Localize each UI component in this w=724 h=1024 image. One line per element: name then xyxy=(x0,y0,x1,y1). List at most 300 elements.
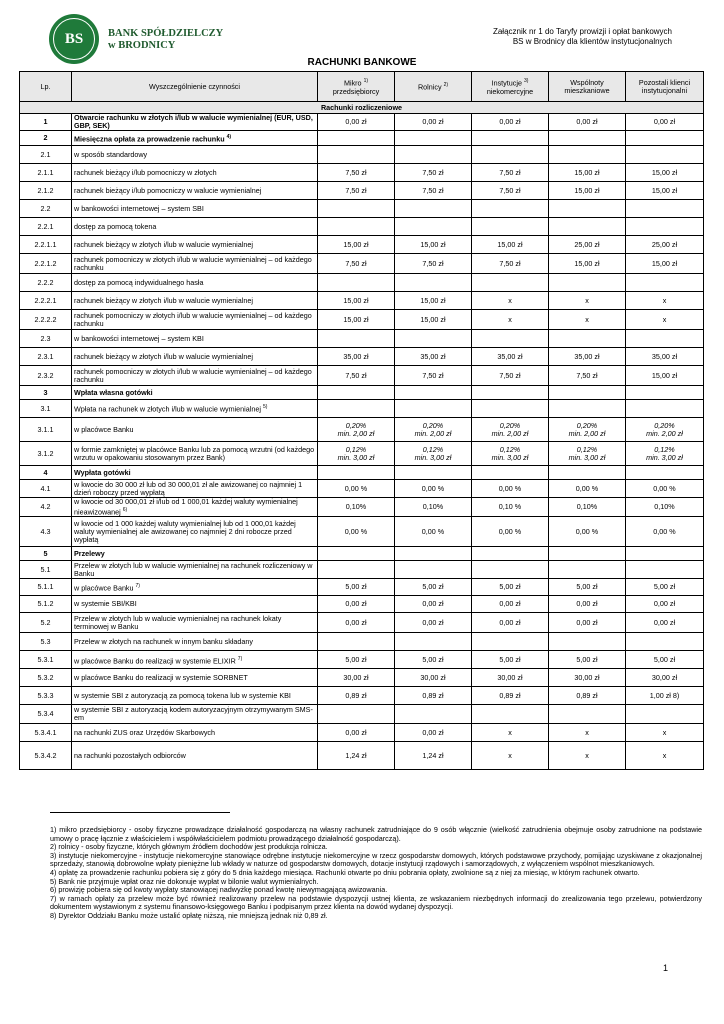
fee-cell xyxy=(626,561,704,579)
row-number: 5.3.2 xyxy=(20,669,72,687)
row-number: 2.1 xyxy=(20,146,72,164)
annex-line1: Załącznik nr 1 do Taryfy prowizji i opłat bankowych xyxy=(492,27,672,36)
table-row xyxy=(20,330,704,348)
fee-cell xyxy=(395,218,472,236)
fee-cell: 15,00 zł xyxy=(395,292,472,310)
fee-cell xyxy=(318,330,395,348)
fee-cell xyxy=(472,330,549,348)
row-description-text: rachunek pomocniczy w złotych i/lub w walucie wymienialnej – od każdego rachunku xyxy=(74,254,312,272)
row-number: 4.1 xyxy=(20,480,72,498)
row-description xyxy=(72,547,318,561)
fee-cell: 15,00 zł xyxy=(318,310,395,330)
row-description xyxy=(72,236,318,254)
row-number: 1 xyxy=(20,114,72,131)
row-description xyxy=(72,613,318,633)
fee-cell xyxy=(395,705,472,724)
fee-cell xyxy=(626,200,704,218)
annex-line2: BS w Brodnicy dla klientów instytucjonalnych xyxy=(512,37,672,46)
table-row xyxy=(20,517,704,547)
col-header-mikro xyxy=(318,72,395,102)
bank-name-line2: w BRODNICY xyxy=(108,40,176,51)
page-number: 1 xyxy=(662,963,668,973)
table-row xyxy=(20,366,704,386)
fee-cell: x xyxy=(626,310,704,330)
row-description xyxy=(72,669,318,687)
fee-cell: 0,12% min. 3,00 zł xyxy=(626,442,704,466)
fee-cell: 5,00 zł xyxy=(472,579,549,596)
row-description xyxy=(72,310,318,330)
row-number: 5.3 xyxy=(20,633,72,651)
row-number: 2.2.1 xyxy=(20,218,72,236)
row-description xyxy=(72,274,318,292)
fee-cell: 5,00 zł xyxy=(318,651,395,669)
fee-cell xyxy=(549,386,626,400)
fee-cell: 7,50 zł xyxy=(318,164,395,182)
fee-cell: x xyxy=(626,724,704,742)
fee-cell: 0,00 zł xyxy=(318,114,395,131)
row-description-text: w bankowości internetowej – system KBI xyxy=(74,333,204,343)
fee-cell: 0,10 % xyxy=(472,498,549,517)
fee-cell xyxy=(626,218,704,236)
fee-cell: 0,12% min. 3,00 zł xyxy=(472,442,549,466)
col-header-wspolnoty: Wspólnoty mieszkaniowe xyxy=(549,72,626,102)
row-description xyxy=(72,164,318,182)
row-description xyxy=(72,386,318,400)
table-row xyxy=(20,182,704,200)
fee-cell: 35,00 zł xyxy=(549,348,626,366)
fee-cell: 0,00 zł xyxy=(549,114,626,131)
fee-cell xyxy=(318,131,395,146)
row-description-text: Przelew w złotych lub w walucie wymienialnej na rachunek lokaty terminowej w Banku xyxy=(74,613,282,631)
fee-cell: 0,89 zł xyxy=(472,687,549,705)
fee-cell: 0,10% xyxy=(549,498,626,517)
fee-cell: 0,00 zł xyxy=(395,613,472,633)
row-description-text: rachunek bieżący w złotych i/lub w walucie wymienialnej xyxy=(74,239,253,249)
row-description xyxy=(72,705,318,724)
row-number: 3 xyxy=(20,386,72,400)
row-description xyxy=(72,254,318,274)
table-row xyxy=(20,547,704,561)
fee-cell xyxy=(472,218,549,236)
fee-cell: 35,00 zł xyxy=(472,348,549,366)
fee-cell: 0,00 zł xyxy=(395,114,472,131)
row-description xyxy=(72,651,318,669)
fee-cell: 0,00 % xyxy=(549,517,626,547)
row-number: 2.1.1 xyxy=(20,164,72,182)
fee-cell: 0,00 % xyxy=(626,517,704,547)
footnote: 8) Dyrektor Oddziału Banku może ustalić opłatę niższą, nie mniejszą jednak niż 0,89 zł. xyxy=(50,910,328,920)
row-description xyxy=(72,633,318,651)
table-row xyxy=(20,400,704,418)
fee-cell: 0,00 % xyxy=(395,517,472,547)
footnote-ref: 7) xyxy=(135,583,140,590)
section-row xyxy=(20,102,704,114)
table-row xyxy=(20,310,704,330)
row-description-text: w formie zamkniętej w placówce Banku lub za pomocą wrzutni (od każdego wrzutu w opakowaniu stosowanym przez Bank) xyxy=(74,444,315,462)
fee-cell: 30,00 zł xyxy=(626,669,704,687)
row-description xyxy=(72,517,318,547)
fee-cell: 0,00 zł xyxy=(626,596,704,613)
row-description xyxy=(72,218,318,236)
fee-cell xyxy=(549,466,626,480)
table-row xyxy=(20,480,704,498)
table-row xyxy=(20,386,704,400)
fee-cell: x xyxy=(472,310,549,330)
fee-cell: 0,10% xyxy=(626,498,704,517)
row-description xyxy=(72,466,318,480)
fee-cell xyxy=(549,561,626,579)
table-row xyxy=(20,418,704,442)
footnote: 3) instytucje niekomercyjne - instytucje niekomercyjne stanowiące odrębne instytucje niekomercyjne w rzecz gospodarstw domowych, których podstawowe przychody, pomijając uzyskiwane z okazjonalnej sprzedaży, stanowią dobrowolne wpłaty pieniężne lub wkłady w naturze od gospodarstw domowych, dotacje instytucji rządowych i samorządowych, z wyłączeniem wspólnot mieszkaniowych. xyxy=(50,850,702,869)
footnote: 1) mikro przedsiębiorcy - osoby fizyczne prowadzące działalność gospodarczą na własny rachunek zatrudniające do 9 osób włącznie (wielkość zatrudnienia obejmuje osoby zatrudnione na podstawie umowy o pracę łącznie z właścicielem i współwłaścicielem podmiotu prowadzącego działalność gospodarczą). xyxy=(50,825,702,843)
fee-cell xyxy=(395,274,472,292)
fee-cell: 0,00 zł xyxy=(549,613,626,633)
fee-cell xyxy=(318,274,395,292)
fee-cell: 30,00 zł xyxy=(395,669,472,687)
table-row xyxy=(20,274,704,292)
table-row xyxy=(20,705,704,724)
fee-cell xyxy=(395,400,472,418)
table-row xyxy=(20,114,704,131)
fee-cell: 0,20% min. 2,00 zł xyxy=(395,418,472,442)
col-header-desc: Wyszczególnienie czynności xyxy=(72,72,318,102)
footnote: 2) rolnicy - osoby fizyczne, których głównym źródłem dochodów jest produkcja rolnicza. xyxy=(50,842,328,852)
bank-name-line1: BANK SPÓŁDZIELCZY xyxy=(108,28,224,39)
page-title: RACHUNKI BANKOWE xyxy=(307,57,417,68)
fee-cell: 0,10% xyxy=(318,498,395,517)
fee-cell: x xyxy=(549,742,626,770)
fee-cell: x xyxy=(549,292,626,310)
row-number: 4.2 xyxy=(20,498,72,517)
row-number: 5.1.2 xyxy=(20,596,72,613)
fee-cell xyxy=(626,466,704,480)
fee-cell xyxy=(472,705,549,724)
fee-cell: 0,12% min. 3,00 zł xyxy=(318,442,395,466)
footnote-ref: 6) xyxy=(122,507,128,513)
row-description-text: w systemie SBI/KBI xyxy=(74,599,137,609)
row-number: 5.3.4 xyxy=(20,705,72,724)
fee-cell xyxy=(318,547,395,561)
row-number: 2.2 xyxy=(20,200,72,218)
fee-cell: 1,24 zł xyxy=(395,742,472,770)
fee-cell: 7,50 zł xyxy=(318,182,395,200)
fee-cell: 35,00 zł xyxy=(626,348,704,366)
row-description-text: rachunek pomocniczy w złotych i/lub w walucie wymienialnej – od każdego rachunku xyxy=(74,366,312,384)
fee-cell xyxy=(395,146,472,164)
fee-cell: 7,50 zł xyxy=(472,182,549,200)
fee-cell xyxy=(318,400,395,418)
row-number: 4.3 xyxy=(20,517,72,547)
row-description-text: w placówce Banku do realizacji w systemie SORBNET xyxy=(74,672,248,682)
fee-cell: 5,00 zł xyxy=(472,651,549,669)
row-description xyxy=(72,330,318,348)
row-description xyxy=(72,724,318,742)
row-description xyxy=(72,348,318,366)
row-description xyxy=(72,480,318,498)
fee-cell: 15,00 zł xyxy=(626,366,704,386)
fee-cell: 0,00 zł xyxy=(626,114,704,131)
fee-cell: x xyxy=(549,724,626,742)
fee-cell: 15,00 zł xyxy=(395,236,472,254)
row-number: 2.2.2 xyxy=(20,274,72,292)
annex-note xyxy=(493,27,672,47)
fee-cell: 0,00 % xyxy=(549,480,626,498)
fee-cell: 0,00 zł xyxy=(472,596,549,613)
fee-cell: 25,00 zł xyxy=(549,236,626,254)
row-number: 3.1 xyxy=(20,400,72,418)
fee-cell xyxy=(626,386,704,400)
table-row xyxy=(20,498,704,517)
row-number: 2.1.2 xyxy=(20,182,72,200)
fee-cell xyxy=(318,386,395,400)
fee-cell: 0,00 zł xyxy=(472,613,549,633)
table-row xyxy=(20,466,704,480)
table-row xyxy=(20,596,704,613)
row-description-text: w systemie SBI z autoryzacją kodem autoryzacyjnym otrzymywanym SMS-em xyxy=(74,705,313,723)
row-number: 5.3.4.2 xyxy=(20,742,72,770)
row-number: 2.2.1.1 xyxy=(20,236,72,254)
row-description-text: w systemie SBI z autoryzacją za pomocą tokena lub w systemie KBI xyxy=(74,690,291,700)
row-number: 5.3.1 xyxy=(20,651,72,669)
fee-cell: x xyxy=(549,310,626,330)
row-number: 4 xyxy=(20,466,72,480)
fee-cell: 0,00 % xyxy=(626,480,704,498)
row-description-text: Wypłata gotówki xyxy=(74,467,131,477)
row-number: 2.2.1.2 xyxy=(20,254,72,274)
fee-cell: 1,00 zł 8) xyxy=(626,687,704,705)
fee-cell: 30,00 zł xyxy=(318,669,395,687)
fee-cell xyxy=(549,218,626,236)
row-number: 5.3.4.1 xyxy=(20,724,72,742)
fee-cell: 7,50 zł xyxy=(472,254,549,274)
fee-cell xyxy=(472,146,549,164)
fee-cell: 25,00 zł xyxy=(626,236,704,254)
fee-cell xyxy=(395,386,472,400)
row-description xyxy=(72,561,318,579)
row-description-text: dostęp za pomocą tokena xyxy=(74,221,157,231)
fee-cell xyxy=(549,200,626,218)
table-row xyxy=(20,613,704,633)
col-header-pozostali: Pozostali klienci instytucjonalni xyxy=(626,72,704,102)
fee-cell: 0,89 zł xyxy=(395,687,472,705)
fee-cell: x xyxy=(472,742,549,770)
fee-cell: 7,50 zł xyxy=(472,366,549,386)
footnotes xyxy=(50,826,702,921)
row-description xyxy=(72,114,318,131)
row-description-text: w placówce Banku xyxy=(74,583,134,593)
row-description-text: na rachunki pozostałych odbiorców xyxy=(74,750,186,760)
row-description-text: rachunek pomocniczy w złotych i/lub w walucie wymienialnej – od każdego rachunku xyxy=(74,310,312,328)
fee-cell: 0,20% min. 2,00 zł xyxy=(318,418,395,442)
col-rolnicy-label: Rolnicy xyxy=(417,82,442,92)
fee-cell xyxy=(626,400,704,418)
fee-cell: 5,00 zł xyxy=(395,651,472,669)
fee-cell: 5,00 zł xyxy=(626,579,704,596)
col-instytucje-line1: Instytucje xyxy=(491,78,522,88)
fee-cell: 0,00 zł xyxy=(318,613,395,633)
footnote: 5) Bank nie przyjmuje wpłat oraz nie dokonuje wypłat w bilonie walut wymienialnych. xyxy=(50,876,319,886)
fee-cell: 15,00 zł xyxy=(626,254,704,274)
row-description-text: Wpłata własna gotówki xyxy=(74,387,153,397)
fee-cell: 30,00 zł xyxy=(472,669,549,687)
fee-cell xyxy=(626,633,704,651)
fee-cell: 0,00 zł xyxy=(626,613,704,633)
fee-cell xyxy=(549,131,626,146)
footnote: 6) prowizję pobiera się od kwoty wypłaty stanowiącej nadwyżkę ponad kwotę niewymagającą awizowania. xyxy=(50,885,388,895)
fee-cell xyxy=(395,131,472,146)
fee-cell: x xyxy=(626,292,704,310)
fees-table xyxy=(19,71,704,770)
row-number: 2.3.1 xyxy=(20,348,72,366)
fee-cell: x xyxy=(626,742,704,770)
row-number: 2 xyxy=(20,131,72,146)
fee-cell xyxy=(318,218,395,236)
fee-cell xyxy=(549,330,626,348)
table-row xyxy=(20,348,704,366)
table-row xyxy=(20,164,704,182)
table-row xyxy=(20,218,704,236)
table-row xyxy=(20,254,704,274)
fee-cell xyxy=(549,274,626,292)
fee-cell: x xyxy=(472,292,549,310)
fee-cell: 7,50 zł xyxy=(395,182,472,200)
fee-cell: 7,50 zł xyxy=(395,254,472,274)
row-description xyxy=(72,742,318,770)
fee-cell xyxy=(472,466,549,480)
table-row xyxy=(20,146,704,164)
fee-cell: 30,00 zł xyxy=(549,669,626,687)
fee-cell: 5,00 zł xyxy=(549,651,626,669)
table-row xyxy=(20,724,704,742)
col-mikro-line1: Mikro xyxy=(343,78,362,88)
row-description-text: na rachunki ZUS oraz Urzędów Skarbowych xyxy=(74,727,216,737)
table-row xyxy=(20,669,704,687)
row-description-text: Wpłata na rachunek w złotych i/lub w walucie wymienialnej xyxy=(74,404,261,414)
fee-cell: 5,00 zł xyxy=(395,579,472,596)
fee-cell: 0,20% min. 2,00 zł xyxy=(549,418,626,442)
fee-cell: 0,12% min. 3,00 zł xyxy=(395,442,472,466)
row-description xyxy=(72,498,318,517)
fee-cell: 5,00 zł xyxy=(318,579,395,596)
fee-cell: 15,00 zł xyxy=(626,182,704,200)
section-title: Rachunki rozliczeniowe xyxy=(20,102,704,114)
row-description-text: rachunek bieżący w złotych i/lub w walucie wymienialnej xyxy=(74,351,253,361)
fee-cell: 7,50 zł xyxy=(318,366,395,386)
fee-cell: 0,20% min. 2,00 zł xyxy=(472,418,549,442)
fee-cell: 0,89 zł xyxy=(318,687,395,705)
col-header-rolnicy xyxy=(395,72,472,102)
fee-cell: 0,20% min. 2,00 zł xyxy=(626,418,704,442)
footnote: 7) w ramach opłaty za przelew może być również realizowany przelew na podstawie dyspozycji ustnej klienta, ze wskazaniem niezbędnych informacji do zrealizowania tego przelewu, potwierdzony dokumentem wystawionym z systemu finansowo-księgowego Banku i podpisanym przez klienta na dowód wydanej dyspozycji. xyxy=(50,893,702,912)
fee-cell xyxy=(626,330,704,348)
fee-cell xyxy=(318,633,395,651)
fee-cell: 15,00 zł xyxy=(549,182,626,200)
fee-cell xyxy=(549,146,626,164)
footnote-ref: 4) xyxy=(226,133,232,140)
fee-cell: 0,00 % xyxy=(472,517,549,547)
fee-cell: 35,00 zł xyxy=(395,348,472,366)
table-row xyxy=(20,651,704,669)
row-number: 5.1.1 xyxy=(20,579,72,596)
row-description xyxy=(72,131,318,146)
fee-cell xyxy=(395,633,472,651)
fee-cell: 0,00 % xyxy=(395,480,472,498)
col-instytucje-line2: niekomercyjne xyxy=(486,86,534,96)
fee-cell xyxy=(472,131,549,146)
row-number: 2.3 xyxy=(20,330,72,348)
fee-cell: 15,00 zł xyxy=(626,164,704,182)
row-number: 2.2.2.2 xyxy=(20,310,72,330)
row-description-text: Otwarcie rachunku w złotych i/lub w walucie wymienialnej (EUR, USD, GBP, SEK) xyxy=(74,113,313,130)
table-row xyxy=(20,561,704,579)
table-row xyxy=(20,742,704,770)
row-description-text: Przelew w złotych na rachunek w innym banku składany xyxy=(74,636,253,646)
fee-cell xyxy=(395,466,472,480)
table-header-row xyxy=(20,72,704,102)
row-description-text: Przelewy xyxy=(74,548,105,558)
row-description-text: rachunek bieżący w złotych i/lub w walucie wymienialnej xyxy=(74,295,253,305)
row-number: 5 xyxy=(20,547,72,561)
table-row xyxy=(20,579,704,596)
fee-cell: 7,50 zł xyxy=(318,254,395,274)
fee-cell: 0,12% min. 3,00 zł xyxy=(549,442,626,466)
row-description-text: w bankowości internetowej – system SBI xyxy=(74,203,204,213)
row-description-text: w kwocie do 30 000 zł lub od 30 000,01 zł ale awizowanej co najmniej 1 dzień roboczy przed wypłatą xyxy=(74,479,303,497)
row-number: 3.1.2 xyxy=(20,442,72,466)
row-number: 3.1.1 xyxy=(20,418,72,442)
col-mikro-line2: przedsiębiorcy xyxy=(332,86,380,96)
fee-cell xyxy=(395,561,472,579)
row-description xyxy=(72,182,318,200)
fee-cell xyxy=(472,200,549,218)
row-description-text: w placówce Banku do realizacji w systemie ELIXIR xyxy=(74,656,236,666)
row-description-text: w placówce Banku xyxy=(74,424,134,434)
col-header-instytucje xyxy=(472,72,549,102)
logo-text: BS xyxy=(53,18,95,60)
row-description-text: w sposób standardowy xyxy=(74,149,148,159)
fee-cell: 0,10% xyxy=(395,498,472,517)
row-description-text: w kwocie od 30 000,01 zł i/lub od 1 000,01 każdej waluty wymienialnej nieawizowanej xyxy=(74,497,298,517)
row-description xyxy=(72,687,318,705)
fee-cell xyxy=(626,131,704,146)
fee-cell xyxy=(472,400,549,418)
col-header-lp: Lp. xyxy=(20,72,72,102)
fee-cell: 0,00 % xyxy=(318,517,395,547)
table-row xyxy=(20,200,704,218)
col-mikro-sup: 1) xyxy=(363,78,369,85)
fee-cell: 0,00 % xyxy=(318,480,395,498)
fee-cell xyxy=(626,274,704,292)
fee-cell: 0,89 zł xyxy=(549,687,626,705)
fee-cell xyxy=(472,633,549,651)
table-row xyxy=(20,687,704,705)
fee-cell xyxy=(318,561,395,579)
fee-cell xyxy=(472,386,549,400)
fee-cell xyxy=(395,547,472,561)
fee-cell xyxy=(395,330,472,348)
fee-cell xyxy=(626,705,704,724)
footnote: 4) opłatę za prowadzenie rachunku pobiera się z góry do 5 dnia każdego miesiąca. Rachunki otwarte po dniu pobrania opłaty, zwolnione są z niej za miesiąc, w którym rachunek otwarto. xyxy=(50,867,640,877)
fee-cell: 15,00 zł xyxy=(395,310,472,330)
fee-cell: 7,50 zł xyxy=(472,164,549,182)
fee-cell xyxy=(395,200,472,218)
fee-cell xyxy=(472,274,549,292)
fee-cell: 5,00 zł xyxy=(626,651,704,669)
table-row xyxy=(20,442,704,466)
fee-cell xyxy=(318,705,395,724)
fee-cell: 7,50 zł xyxy=(395,366,472,386)
row-description xyxy=(72,579,318,596)
